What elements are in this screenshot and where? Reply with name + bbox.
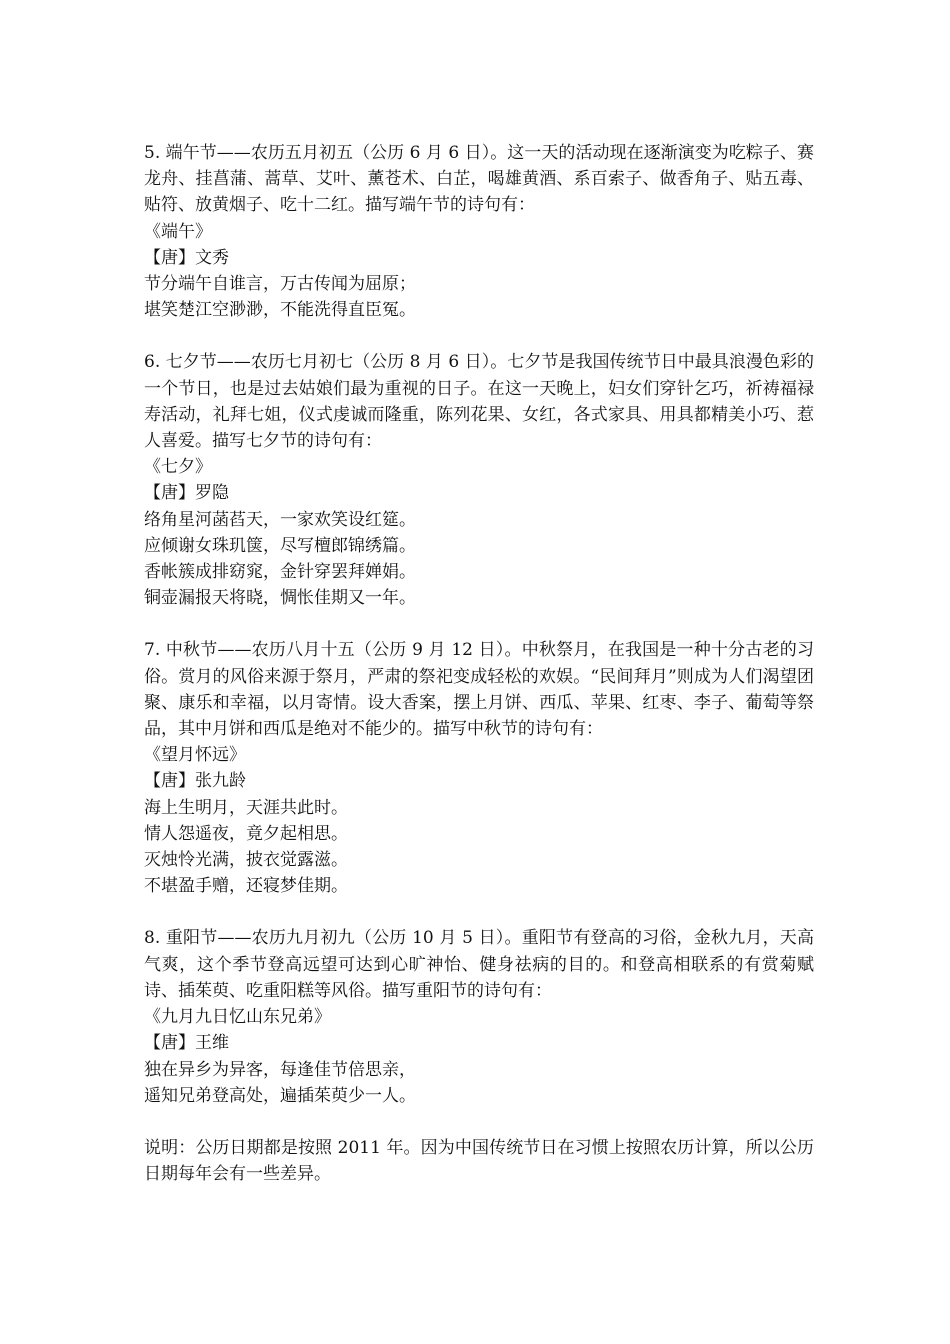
poem-author: 【唐】王维	[144, 1033, 229, 1054]
poem-line: 节分端午自谁言，万古传闻为屈原；	[144, 274, 416, 295]
poem-line: 络角星河菡萏天，一家欢笑设红筵。	[144, 509, 416, 530]
section-intro: 7. 中秋节——农历八月十五（公历 9 月 12 日）。中秋祭月，在我国是一种十分古老的习俗。赏月的风俗来源于祭月，严肃的祭祀变成轻松的欢娱。“民间拜月”则成为人们渴望团聚、康乐和幸福，以月寄情。设大香案，摆上月饼、西瓜、苹果、红枣、李子、葡萄等祭品，其中月饼和西瓜是绝对不能少的。描写中秋节的诗句有：	[144, 640, 814, 740]
poem-author: 【唐】文秀	[144, 247, 229, 268]
poem-line: 灭烛怜光满，披衣觉露滋。	[144, 850, 348, 871]
poem-line: 应倾谢女珠玑箧，尽写檀郎锦绣篇。	[144, 535, 416, 556]
date-note: 说明：公历日期都是按照 2011 年。因为中国传统节日在习惯上按照农历计算，所以公历日期每年会有一些差异。	[144, 1137, 814, 1185]
section-duanwu	[144, 140, 814, 323]
section-intro: 6. 七夕节——农历七月初七（公历 8 月 6 日）。七夕节是我国传统节日中最具浪漫色彩的一个节日，也是过去姑娘们最为重视的日子。在这一天晚上，妇女们穿针乞巧，祈祷福禄寿活动，礼拜七姐，仪式虔诚而隆重，陈列花果、女红，各式家具、用具都精美小巧、惹人喜爱。描写七夕节的诗句有：	[144, 352, 814, 452]
poem-line: 情人怨遥夜，竟夕起相思。	[144, 823, 348, 844]
poem-line: 香帐簇成排窈窕，金针穿罢拜婵娟。	[144, 562, 416, 583]
poem-line: 铜壶漏报天将晓，惆怅佳期又一年。	[144, 588, 416, 609]
poem-line: 独在异乡为异客，每逢佳节倍思亲，	[144, 1059, 416, 1080]
poem-author: 【唐】罗隐	[144, 483, 229, 504]
poem-title: 《九月九日忆山东兄弟》	[144, 1007, 331, 1028]
poem-title: 《七夕》	[144, 457, 212, 478]
section-chongyang	[144, 925, 814, 1108]
poem-line: 海上生明月，天涯共此时。	[144, 797, 348, 818]
section-intro: 5. 端午节——农历五月初五（公历 6 月 6 日）。这一天的活动现在逐渐演变为吃粽子、赛龙舟、挂菖蒲、蒿草、艾叶、薰苍术、白芷，喝雄黄酒、系百索子、做香角子、贴五毒、贴符、放黄烟子、吃十二红。描写端午节的诗句有：	[144, 143, 814, 216]
poem-title: 《端午》	[144, 221, 212, 242]
document-page	[144, 140, 814, 1213]
poem-author: 【唐】张九龄	[144, 771, 246, 792]
poem-title: 《望月怀远》	[144, 745, 246, 766]
section-qixi	[144, 349, 814, 611]
section-intro: 8. 重阳节——农历九月初九（公历 10 月 5 日）。重阳节有登高的习俗，金秋九月，天高气爽，这个季节登高远望可达到心旷神怡、健身祛病的目的。和登高相联系的有赏菊赋诗、插茱萸、吃重阳糕等风俗。描写重阳节的诗句有：	[144, 928, 814, 1001]
section-zhongqiu	[144, 637, 814, 899]
note-section	[144, 1135, 814, 1187]
poem-line: 堪笑楚江空渺渺，不能洗得直臣冤。	[144, 300, 416, 321]
poem-line: 不堪盈手赠，还寝梦佳期。	[144, 876, 348, 897]
poem-line: 遥知兄弟登高处，遍插茱萸少一人。	[144, 1085, 416, 1106]
